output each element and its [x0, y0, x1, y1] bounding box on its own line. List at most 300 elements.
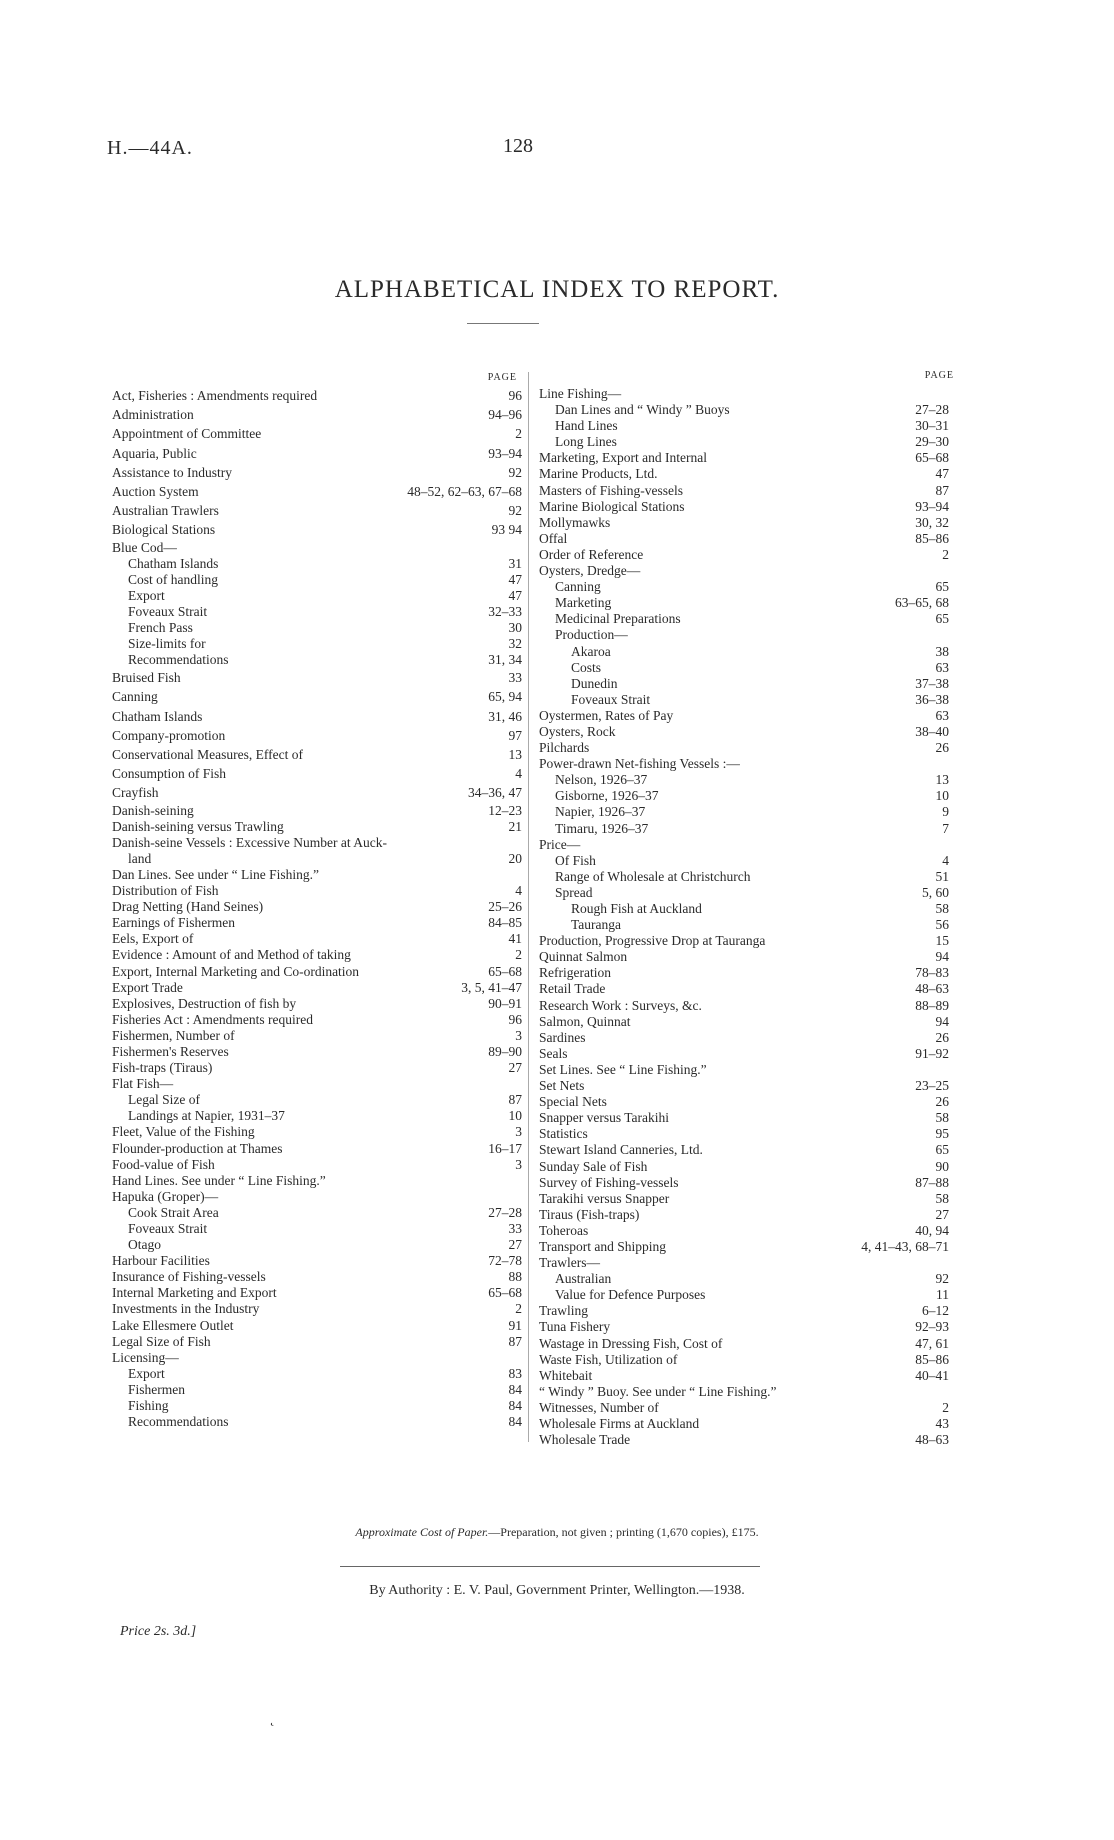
index-entry-label: Fishermen, Number of	[112, 1027, 235, 1043]
index-entry-label: Harbour Facilities	[112, 1253, 210, 1269]
cost-note-text: —Preparation, not given ; printing (1,670 copies), £175.	[488, 1525, 759, 1539]
index-entry-page: 27	[505, 1237, 523, 1253]
index-entry-label: Nelson, 1926–37	[555, 772, 648, 788]
index-entry-label: Earnings of Fishermen	[112, 915, 235, 931]
index-entry	[539, 724, 949, 740]
index-entry	[112, 996, 522, 1012]
index-entry-label: Wastage in Dressing Fish, Cost of	[539, 1335, 723, 1351]
index-entry	[539, 627, 949, 643]
index-entry	[539, 434, 949, 450]
index-entry	[539, 531, 949, 547]
index-entry	[539, 901, 949, 917]
index-entry-page: 3	[511, 1028, 522, 1044]
index-entry	[539, 499, 949, 515]
index-entry	[112, 819, 522, 835]
index-entry-page: 96	[505, 1012, 523, 1028]
index-entry-page: 15	[932, 933, 950, 949]
index-entry-label: Fishermen	[128, 1381, 185, 1397]
cost-note	[0, 1525, 1114, 1540]
index-entry	[112, 835, 522, 851]
page-number: 128	[503, 135, 533, 157]
index-entry-label: Stewart Island Canneries, Ltd.	[539, 1142, 703, 1158]
index-entry-label: Crayfish	[112, 785, 159, 801]
index-entry-label: Pilchards	[539, 740, 590, 756]
index-entry-page: 92–93	[911, 1319, 949, 1335]
index-entry	[112, 588, 522, 604]
index-entry-label: Oystermen, Rates of Pay	[539, 707, 674, 723]
index-entry-label: Mollymawks	[539, 514, 611, 530]
index-entry-page: 92	[932, 1271, 950, 1287]
index-entry-page: 63	[932, 660, 950, 676]
page-column-label: PAGE	[487, 372, 517, 383]
index-entry	[539, 515, 949, 531]
index-entry-label: Blue Cod—	[112, 539, 177, 555]
column-divider	[528, 372, 529, 1442]
index-entry	[539, 772, 949, 788]
index-entry-page: 65	[932, 579, 950, 595]
index-entry	[112, 1366, 522, 1382]
index-entry	[539, 402, 949, 418]
index-entry-page: 84	[505, 1414, 523, 1430]
index-entry	[539, 933, 949, 949]
index-entry	[112, 405, 522, 424]
index-entry	[112, 1382, 522, 1398]
index-entry	[112, 899, 522, 915]
index-entry	[112, 1334, 522, 1350]
index-entry	[112, 783, 522, 802]
index-entry	[539, 837, 949, 853]
index-entry-label: Gisborne, 1926–37	[555, 788, 659, 804]
index-entry-page: 47	[505, 572, 523, 588]
index-entry-label: Dunedin	[571, 675, 618, 691]
printer-authority: By Authority : E. V. Paul, Government Printer, Wellington.—1938.	[369, 1583, 745, 1598]
index-entry	[112, 520, 522, 539]
index-entry-label: Tauranga	[571, 917, 622, 933]
index-entry-page: 65	[932, 611, 950, 627]
index-entry-label: Eels, Export of	[112, 931, 194, 947]
index-entry-page: 87	[505, 1092, 523, 1108]
index-entry-label: Tiraus (Fish-traps)	[539, 1206, 640, 1222]
index-entry-label: Seals	[539, 1045, 568, 1061]
index-entry-page: 90	[932, 1159, 950, 1175]
stray-mark: ˛	[270, 1712, 275, 1727]
index-entry	[112, 915, 522, 931]
index-entry-page: 37–38	[911, 676, 949, 692]
index-entry-label: Size-limits for	[128, 636, 206, 652]
index-entry	[539, 1142, 949, 1158]
index-entry	[539, 1110, 949, 1126]
index-entry-label: Research Work : Surveys, &c.	[539, 997, 702, 1013]
index-entry-label: Medicinal Preparations	[555, 611, 681, 627]
index-entry-page: 58	[932, 1191, 950, 1207]
index-entry	[539, 1030, 949, 1046]
index-entry	[112, 501, 522, 520]
index-entry-page: 91	[505, 1318, 523, 1334]
index-entry-page: 47	[505, 588, 523, 604]
index-entry-label: Landings at Napier, 1931–37	[128, 1108, 285, 1124]
index-entry	[539, 386, 949, 402]
index-entry-label: Marketing, Export and Internal	[539, 450, 707, 466]
index-entry-label: Flat Fish—	[112, 1076, 174, 1092]
index-entry-label: “ Windy ” Buoy. See under “ Line Fishing.”	[539, 1383, 777, 1399]
index-entry	[539, 1255, 949, 1271]
index-entry	[539, 965, 949, 981]
index-entry	[112, 1060, 522, 1076]
index-entry-page: 33	[505, 1221, 523, 1237]
index-entry-label: Survey of Fishing-vessels	[539, 1174, 679, 1190]
index-entry	[112, 652, 522, 668]
index-entry	[112, 1318, 522, 1334]
index-entry	[112, 1350, 522, 1366]
index-entry	[539, 1303, 949, 1319]
index-entry-page: 63–65, 68	[891, 595, 949, 611]
index-entry-page: 72–78	[484, 1253, 522, 1269]
index-entry-label: Hapuka (Groper)—	[112, 1188, 219, 1204]
index-entry-label: Set Lines. See “ Line Fishing.”	[539, 1061, 707, 1077]
index-entry	[539, 466, 949, 482]
index-entry	[112, 1141, 522, 1157]
index-entry	[112, 931, 522, 947]
index-entry	[112, 1285, 522, 1301]
index-entry-label: Waste Fish, Utilization of	[539, 1351, 678, 1367]
index-entry	[539, 1432, 949, 1448]
index-entry-page: 34–36, 47	[464, 783, 522, 802]
index-entry-label: Insurance of Fishing-vessels	[112, 1269, 266, 1285]
index-entry-page: 27	[932, 1207, 950, 1223]
index-entry-label: Whitebait	[539, 1367, 593, 1383]
index-entry	[112, 668, 522, 687]
index-entry	[539, 547, 949, 563]
index-entry-page: 27–28	[911, 402, 949, 418]
index-entry	[539, 885, 949, 901]
index-entry-label: Fishing	[128, 1398, 169, 1414]
index-entry-label: Appointment of Committee	[112, 426, 262, 442]
index-entry-label: Licensing—	[112, 1349, 179, 1365]
index-entry-label: Statistics	[539, 1126, 588, 1142]
index-entry-page: 13	[505, 745, 523, 764]
index-entry-page: 48–52, 62–63, 67–68	[403, 482, 522, 501]
index-entry-page: 21	[505, 819, 523, 835]
index-entry	[112, 636, 522, 652]
index-entry	[539, 1368, 949, 1384]
index-entry	[112, 444, 522, 463]
cost-note-label: Approximate Cost of Paper.	[355, 1525, 489, 1539]
index-entry	[112, 424, 522, 443]
index-entry	[112, 1012, 522, 1028]
index-entry	[112, 883, 522, 899]
index-entry-page: 65, 94	[484, 687, 522, 706]
index-entry-label: Costs	[571, 659, 602, 675]
index-entry-label: Aquaria, Public	[112, 445, 197, 461]
index-entry-label: Danish-seining versus Trawling	[112, 818, 284, 834]
index-entry-label: Dan Lines. See under “ Line Fishing.”	[112, 866, 319, 882]
index-entry	[112, 1269, 522, 1285]
index-entry-page: 56	[932, 917, 950, 933]
index-entry-page: 29–30	[911, 434, 949, 450]
index-entry-page: 10	[932, 788, 950, 804]
index-entry-page: 48–63	[911, 1432, 949, 1448]
index-entry-label: Hand Lines. See under “ Line Fishing.”	[112, 1172, 326, 1188]
index-entry	[539, 595, 949, 611]
index-entry	[112, 1124, 522, 1140]
index-entry-label: Export, Internal Marketing and Co-ordination	[112, 963, 360, 979]
index-entry-label: Company-promotion	[112, 727, 226, 743]
index-entry-page: 87–88	[911, 1175, 949, 1191]
index-entry-label: Auction System	[112, 483, 199, 499]
index-entry-label: Marketing	[555, 595, 612, 611]
index-entry-label: Australian	[555, 1271, 612, 1287]
index-entry-page: 2	[511, 424, 522, 443]
index-entry-label: Otago	[128, 1237, 161, 1253]
index-entry-page: 47, 61	[911, 1336, 949, 1352]
index-entry	[539, 1319, 949, 1335]
index-entry	[112, 803, 522, 819]
index-entry-label: Danish-seining	[112, 802, 194, 818]
index-entry-label: Cook Strait Area	[128, 1204, 219, 1220]
index-entry-page: 26	[932, 1030, 950, 1046]
index-entry	[539, 804, 949, 820]
index-entry-page: 4	[511, 764, 522, 783]
index-entry	[112, 1076, 522, 1092]
index-entry	[112, 572, 522, 588]
index-entry-page: 2	[938, 1400, 949, 1416]
index-entry-page: 3, 5, 41–47	[457, 980, 522, 996]
index-entry-page: 58	[932, 901, 950, 917]
index-entry-page: 87	[932, 483, 950, 499]
index-entry-page: 78–83	[911, 965, 949, 981]
index-entry-label: Evidence : Amount of and Method of taking	[112, 947, 351, 963]
index-entry	[112, 687, 522, 706]
index-entry-label: Danish-seine Vessels : Excessive Number at Auck-	[112, 834, 387, 850]
index-entry	[539, 1159, 949, 1175]
index-entry-label: Special Nets	[539, 1094, 607, 1110]
index-entry	[539, 1046, 949, 1062]
index-entry-label: Oysters, Dredge—	[539, 563, 641, 579]
index-entry-page: 92	[505, 463, 523, 482]
index-entry-label: Line Fishing—	[539, 386, 622, 401]
index-entry	[539, 1271, 949, 1287]
index-entry-page: 63	[932, 708, 950, 724]
index-entry	[539, 483, 949, 499]
index-entry-label: Set Nets	[539, 1078, 585, 1094]
index-entry	[539, 676, 949, 692]
index-entry	[539, 1384, 949, 1400]
index-entry-page: 31	[505, 556, 523, 572]
index-entry-label: Chatham Islands	[128, 555, 219, 571]
index-entry-page: 11	[932, 1287, 949, 1303]
index-entry	[539, 949, 949, 965]
index-entry	[539, 1062, 949, 1078]
index-entry-label: Legal Size of Fish	[112, 1333, 211, 1349]
title-rule	[467, 323, 539, 324]
index-entry	[112, 604, 522, 620]
index-entry-page: 2	[938, 547, 949, 563]
index-entry-label: land	[128, 850, 152, 866]
index-entry-label: Canning	[112, 689, 158, 705]
index-entry-page: 20	[505, 851, 523, 867]
index-entry-label: Order of Reference	[539, 546, 644, 562]
index-entry-page: 38	[932, 644, 950, 660]
index-entry-label: Internal Marketing and Export	[112, 1285, 277, 1301]
index-entry-label: Lake Ellesmere Outlet	[112, 1317, 234, 1333]
index-entry-label: Act, Fisheries : Amendments required	[112, 388, 318, 403]
index-column-right	[539, 370, 954, 1448]
index-list-right	[539, 386, 949, 1448]
index-entry-label: Of Fish	[555, 852, 596, 868]
index-entry	[112, 1157, 522, 1173]
index-entry-label: Napier, 1926–37	[555, 804, 646, 820]
index-entry-label: Bruised Fish	[112, 670, 181, 686]
index-entry-label: Production—	[555, 627, 628, 643]
index-entry	[112, 556, 522, 572]
index-entry	[539, 1078, 949, 1094]
index-entry	[112, 745, 522, 764]
index-entry	[539, 611, 949, 627]
index-entry	[539, 981, 949, 997]
index-column-left	[112, 372, 522, 1430]
index-entry-label: Tuna Fishery	[539, 1319, 611, 1335]
index-entry	[112, 620, 522, 636]
index-entry-page: 32–33	[484, 604, 522, 620]
index-entry	[539, 1336, 949, 1352]
index-entry-page: 92	[505, 501, 523, 520]
footer-rule	[340, 1566, 760, 1567]
index-entry-page: 88–89	[911, 998, 949, 1014]
index-entry	[539, 1352, 949, 1368]
index-entry-label: Trawlers—	[539, 1255, 601, 1271]
index-entry-page: 38–40	[911, 724, 949, 740]
index-entry	[112, 1237, 522, 1253]
index-entry-page: 48–63	[911, 981, 949, 997]
index-entry-label: Power-drawn Net-fishing Vessels :—	[539, 756, 740, 772]
index-entry-label: Foveaux Strait	[128, 603, 208, 619]
index-entry-page: 84–85	[484, 915, 522, 931]
index-entry-label: Export Trade	[112, 979, 183, 995]
index-entry-page: 2	[511, 1301, 522, 1317]
index-entry	[539, 644, 949, 660]
index-entry	[112, 764, 522, 783]
index-entry	[539, 660, 949, 676]
index-entry	[539, 579, 949, 595]
index-entry-page: 27–28	[484, 1205, 522, 1221]
index-entry-label: Flounder-production at Thames	[112, 1140, 283, 1156]
index-entry-page: 89–90	[484, 1044, 522, 1060]
index-entry	[539, 788, 949, 804]
index-entry-page: 84	[505, 1382, 523, 1398]
index-entry-page: 93–94	[911, 499, 949, 515]
index-entry-page: 33	[505, 668, 523, 687]
index-entry	[112, 707, 522, 726]
page-title: ALPHABETICAL INDEX TO REPORT.	[334, 276, 780, 303]
index-entry	[539, 1014, 949, 1030]
index-entry-page: 26	[932, 740, 950, 756]
index-entry-label: Food-value of Fish	[112, 1156, 215, 1172]
price-note: Price 2s. 3d.]	[120, 1624, 197, 1639]
index-entry-page: 7	[938, 821, 949, 837]
index-entry	[539, 418, 949, 434]
index-entry-page: 90–91	[484, 996, 522, 1012]
index-entry-page: 4	[938, 853, 949, 869]
index-entry	[112, 1092, 522, 1108]
index-entry-page: 25–26	[484, 899, 522, 915]
index-entry	[539, 998, 949, 1014]
index-entry-label: Legal Size of	[128, 1092, 200, 1108]
index-entry	[539, 756, 949, 772]
index-entry	[112, 1205, 522, 1221]
index-entry	[539, 1287, 949, 1303]
index-entry-label: Biological Stations	[112, 522, 216, 538]
index-entry	[112, 980, 522, 996]
index-entry-page: 40–41	[911, 1368, 949, 1384]
index-entry-page: 88	[505, 1269, 523, 1285]
index-entry	[112, 726, 522, 745]
index-entry-label: Investments in the Industry	[112, 1301, 260, 1317]
index-entry-label: Recommendations	[128, 1414, 229, 1430]
index-entry	[539, 1207, 949, 1223]
index-entry-label: Foveaux Strait	[128, 1221, 208, 1236]
index-entry	[539, 708, 949, 724]
index-entry	[112, 867, 522, 883]
index-entry-label: Export	[128, 1365, 165, 1381]
index-entry	[539, 1400, 949, 1416]
index-entry-label: Snapper versus Tarakihi	[539, 1110, 670, 1126]
index-entry-page: 3	[511, 1157, 522, 1173]
index-entry-label: Sunday Sale of Fish	[539, 1158, 648, 1174]
index-entry-label: Value for Defence Purposes	[555, 1287, 706, 1303]
index-entry-page: 84	[505, 1398, 523, 1414]
index-entry-page: 23–25	[911, 1078, 949, 1094]
index-entry	[112, 964, 522, 980]
index-entry-page: 41	[505, 931, 523, 947]
index-entry-label: Dan Lines and “ Windy ” Buoys	[555, 402, 730, 418]
index-entry	[112, 540, 522, 556]
index-entry-label: Conservational Measures, Effect of	[112, 747, 303, 762]
index-entry-label: Production, Progressive Drop at Tauranga	[539, 933, 766, 949]
index-entry-page: 4, 41–43, 68–71	[857, 1239, 949, 1255]
index-entry-label: Salmon, Quinnat	[539, 1013, 631, 1029]
index-entry-label: Explosives, Destruction of fish by	[112, 995, 297, 1011]
index-entry-page: 2	[511, 947, 522, 963]
index-entry	[539, 917, 949, 933]
index-entry	[539, 1175, 949, 1191]
index-entry-label: Chatham Islands	[112, 708, 203, 724]
index-entry	[539, 1223, 949, 1239]
index-entry-label: Hand Lines	[555, 418, 618, 434]
index-entry-page: 10	[505, 1108, 523, 1124]
index-entry-page: 9	[938, 804, 949, 820]
index-entry-label: French Pass	[128, 619, 193, 635]
index-entry	[112, 482, 522, 501]
index-entry-page: 65–68	[911, 450, 949, 466]
index-entry-label: Spread	[555, 884, 593, 900]
index-entry	[112, 386, 522, 405]
index-entry-page: 31, 46	[484, 707, 522, 726]
index-entry-page: 95	[932, 1126, 950, 1142]
index-entry-page: 43	[932, 1416, 950, 1432]
page-column-label: PAGE	[924, 370, 954, 381]
index-entry-label: Fish-traps (Tiraus)	[112, 1060, 213, 1076]
index-entry-label: Assistance to Industry	[112, 464, 232, 480]
index-entry-page: 30, 32	[911, 515, 949, 531]
index-entry-label: Administration	[112, 407, 194, 423]
index-entry-label: Akaroa	[571, 643, 611, 659]
index-entry-page: 91–92	[911, 1046, 949, 1062]
index-entry-page: 5, 60	[918, 885, 949, 901]
index-entry-page: 65	[932, 1142, 950, 1158]
index-entry-page: 26	[932, 1094, 950, 1110]
index-entry-page: 30–31	[911, 418, 949, 434]
index-entry	[112, 851, 522, 867]
